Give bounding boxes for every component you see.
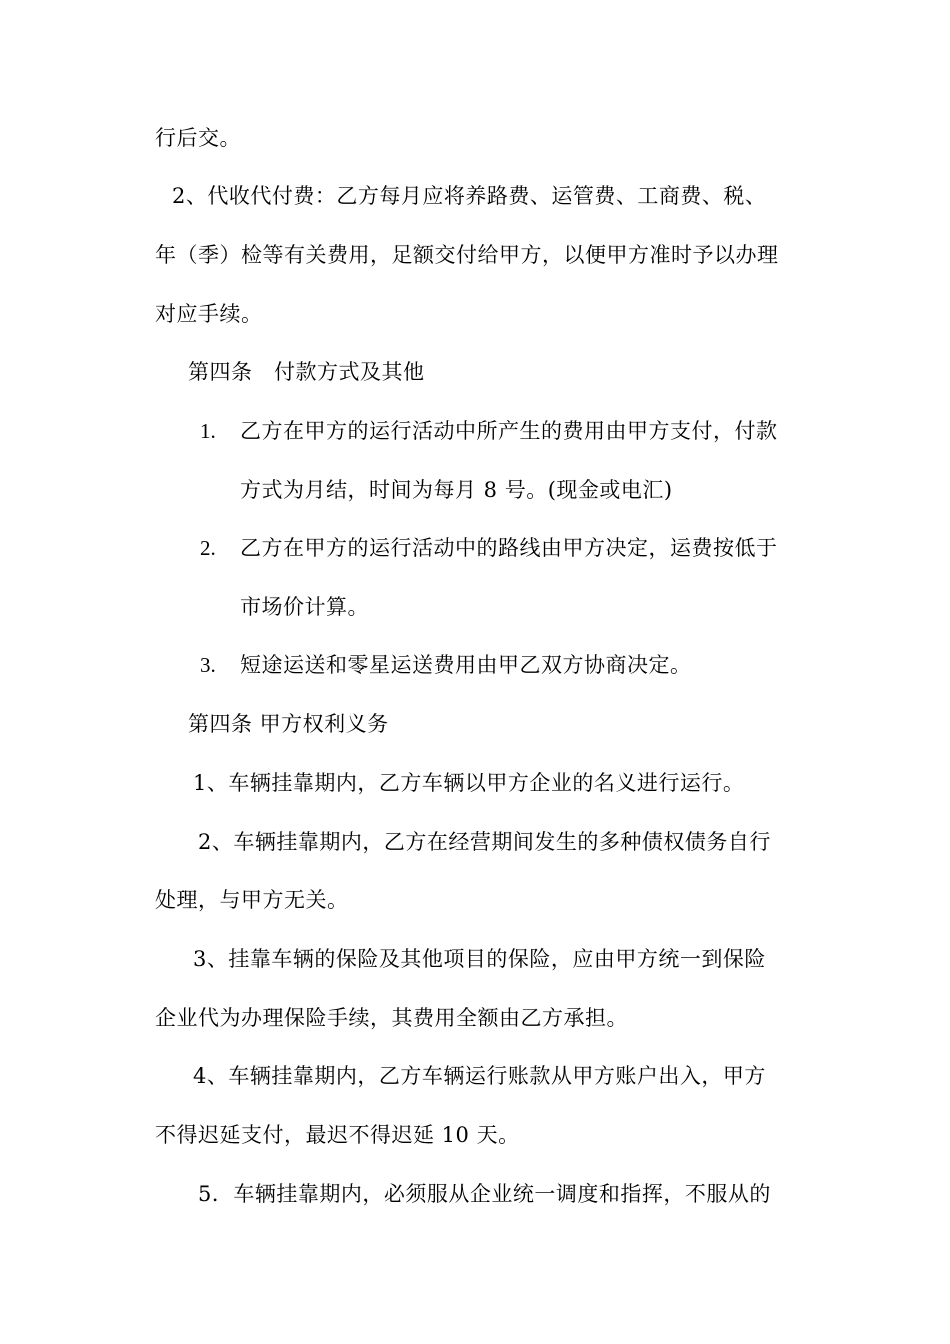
list-number: 2.	[200, 536, 216, 560]
text-line: 年（季）检等有关费用，足额交付给甲方，以便甲方准时予以办理	[155, 243, 779, 267]
text-line: 处理，与甲方无关。	[155, 888, 349, 912]
text-line: 5．车辆挂靠期内，必须服从企业统一调度和指挥，不服从的	[198, 1182, 771, 1206]
list-item-text: 方式为月结，时间为每月 8 号。(现金或电汇)	[240, 478, 673, 502]
list-item-text: 乙方在甲方的运行活动中的路线由甲方决定，运费按低于	[240, 536, 778, 560]
text-line: 不得迟延支付，最迟不得迟延 10 天。	[155, 1123, 520, 1147]
text-line: 3、挂靠车辆的保险及其他项目的保险，应由甲方统一到保险	[193, 947, 766, 971]
text-line: 对应手续。	[155, 302, 263, 326]
list-number: 3.	[200, 653, 216, 677]
text-line: 行后交。	[155, 126, 241, 150]
text-line: 2、车辆挂靠期内，乙方在经营期间发生的多种债权债务自行	[198, 830, 771, 854]
list-item-text: 市场价计算。	[240, 595, 369, 619]
text-line: 1、车辆挂靠期内，乙方车辆以甲方企业的名义进行运行。	[193, 771, 745, 795]
text-line: 4、车辆挂靠期内，乙方车辆运行账款从甲方账户出入，甲方	[193, 1064, 766, 1088]
list-item-text: 乙方在甲方的运行活动中所产生的费用由甲方支付，付款	[240, 419, 778, 443]
section-heading: 第四条 付款方式及其他	[188, 360, 425, 384]
list-item-text: 短途运送和零星运送费用由甲乙双方协商决定。	[240, 653, 692, 677]
section-heading: 第四条 甲方权利义务	[188, 712, 389, 736]
text-line: 2、代收代付费：乙方每月应将养路费、运管费、工商费、税、	[172, 184, 767, 208]
text-line: 企业代为办理保险手续，其费用全额由乙方承担。	[155, 1006, 628, 1030]
list-number: 1.	[200, 419, 216, 443]
